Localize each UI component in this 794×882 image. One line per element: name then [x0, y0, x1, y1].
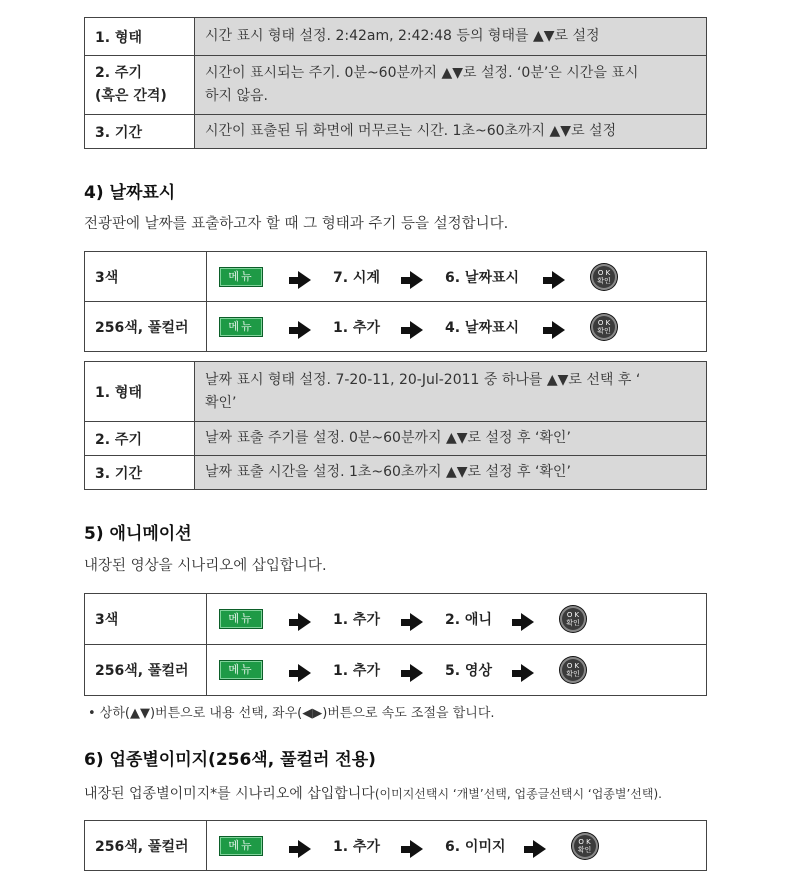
ok-button[interactable]: [572, 833, 598, 859]
table-row: [85, 302, 707, 352]
section-heading-animation: 5) 애니메이션: [84, 524, 192, 544]
section-heading-industry: 6) 업종별이미지(256색, 풀컬러 전용): [84, 750, 376, 770]
option-key: 3. 기간: [85, 456, 195, 490]
ok-label-top: O K: [597, 318, 611, 327]
animation-nav-table: [84, 593, 707, 696]
table-row: [85, 594, 707, 645]
option-value-line1: 시간이 표시되는 주기. 0분~60분까지 ▲▼로 설정. ‘0분’은 시간을 표시: [205, 65, 639, 81]
arrow-right-icon: [289, 610, 311, 628]
option-key: 2. 주기: [85, 422, 195, 456]
section-heading-date: 4) 날짜표시: [84, 183, 176, 203]
nav-step: 1. 추가: [333, 319, 380, 336]
ok-label-bottom: 확인: [566, 670, 580, 678]
ok-label-top: O K: [578, 837, 591, 846]
option-value: [195, 56, 707, 115]
nav-label: 3색: [85, 252, 207, 302]
option-value: [195, 362, 707, 422]
ok-button[interactable]: [560, 606, 586, 632]
arrow-right-icon: [512, 610, 534, 628]
nav-label: 256색, 풀컬러: [85, 302, 207, 352]
section-description-date: 전광판에 날짜를 표출하고자 할 때 그 형태과 주기 등을 설정합니다.: [84, 216, 509, 232]
arrow-right-icon: [289, 837, 311, 855]
option-value-line2: 하지 않음.: [205, 88, 268, 104]
option-value: 시간이 표출된 뒤 화면에 머무르는 시간. 1초~60초까지 ▲▼로 설정: [195, 115, 707, 149]
arrow-right-icon: [543, 268, 565, 286]
ok-button[interactable]: [591, 314, 617, 340]
arrow-right-icon: [401, 837, 423, 855]
option-value-line1: 날짜 표시 형태 설정. 7-20-11, 20-Jul-2011 중 하나를 ▲▼로 선택 후 ‘: [205, 371, 641, 388]
option-key: 1. 형태: [85, 362, 195, 422]
menu-button[interactable]: 메뉴: [219, 836, 263, 856]
section-description-animation: 내장된 영상을 시나리오에 삽입합니다.: [84, 558, 327, 574]
nav-sequence: [207, 594, 707, 645]
arrow-right-icon: [289, 268, 311, 286]
option-key-line1: 2. 주기: [95, 65, 142, 81]
arrow-right-icon: [401, 268, 423, 286]
table-row: [85, 362, 707, 422]
industry-description-main: 내장된 업종별이미지*를 시나리오에 삽입합니다: [84, 786, 375, 802]
nav-step: 1. 추가: [333, 838, 380, 855]
nav-label: 256색, 풀컬러: [85, 821, 207, 871]
ok-label-bottom: 확인: [577, 845, 592, 854]
nav-label: 256색, 풀컬러: [85, 645, 207, 696]
arrow-right-icon: [289, 661, 311, 679]
table-row: [85, 18, 707, 56]
arrow-right-icon: [289, 318, 311, 336]
table-row: [85, 115, 707, 149]
date-options-table: [84, 361, 707, 490]
option-key: 1. 형태: [85, 18, 195, 56]
nav-sequence: [207, 252, 707, 302]
ok-label-top: O K: [566, 611, 580, 619]
ok-label-bottom: 확인: [597, 276, 611, 285]
option-value: 날짜 표출 주기를 설정. 0분~60분까지 ▲▼로 설정 후 ‘확인’: [195, 422, 707, 456]
table-row: [85, 422, 707, 456]
nav-sequence: [207, 302, 707, 352]
option-key-line2: (혹은 간격): [95, 88, 167, 104]
menu-button[interactable]: 메뉴: [219, 317, 263, 337]
table-row: [85, 821, 707, 871]
section-description-industry: [84, 783, 662, 803]
time-options-table: [84, 17, 707, 149]
menu-button[interactable]: 메뉴: [219, 660, 263, 680]
option-value-line2: 확인’: [205, 394, 237, 411]
arrow-right-icon: [512, 661, 534, 679]
animation-note: • 상하(▲▼)버튼으로 내용 선택, 좌우(◀▶)버튼으로 속도 조절을 합니다.: [88, 706, 495, 721]
arrow-right-icon: [401, 318, 423, 336]
ok-label-top: O K: [597, 268, 611, 277]
arrow-right-icon: [524, 837, 546, 855]
nav-step: 6. 날짜표시: [445, 269, 520, 286]
nav-step: 7. 시계: [333, 269, 380, 286]
nav-step: 4. 날짜표시: [445, 319, 520, 336]
nav-step: 2. 애니: [445, 612, 492, 628]
ok-button[interactable]: [591, 264, 617, 290]
ok-button[interactable]: [560, 657, 586, 683]
industry-description-note: (이미지선택시 ‘개별’선택, 업종글선택시 ‘업종별’선택).: [374, 787, 662, 801]
date-nav-table: [84, 251, 707, 352]
menu-button[interactable]: 메뉴: [219, 267, 263, 287]
option-key: [85, 56, 195, 115]
table-row: [85, 645, 707, 696]
ok-label-top: O K: [566, 662, 580, 670]
nav-sequence: [207, 821, 707, 871]
ok-label-bottom: 확인: [597, 326, 611, 335]
arrow-right-icon: [401, 661, 423, 679]
nav-step: 1. 추가: [333, 612, 380, 628]
industry-nav-table: [84, 820, 707, 871]
nav-label: 3색: [85, 594, 207, 645]
ok-label-bottom: 확인: [566, 619, 580, 627]
option-key: 3. 기간: [85, 115, 195, 149]
arrow-right-icon: [543, 318, 565, 336]
nav-step: 6. 이미지: [445, 838, 506, 855]
option-value: 날짜 표출 시간을 설정. 1초~60초까지 ▲▼로 설정 후 ‘확인’: [195, 456, 707, 490]
option-value: 시간 표시 형태 설정. 2:42am, 2:42:48 등의 형태를 ▲▼로 설정: [195, 18, 707, 56]
nav-step: 1. 추가: [333, 663, 380, 679]
table-row: [85, 252, 707, 302]
table-row: [85, 56, 707, 115]
nav-sequence: [207, 645, 707, 696]
table-row: [85, 456, 707, 490]
menu-button[interactable]: 메뉴: [219, 609, 263, 629]
nav-step: 5. 영상: [445, 663, 492, 679]
arrow-right-icon: [401, 610, 423, 628]
